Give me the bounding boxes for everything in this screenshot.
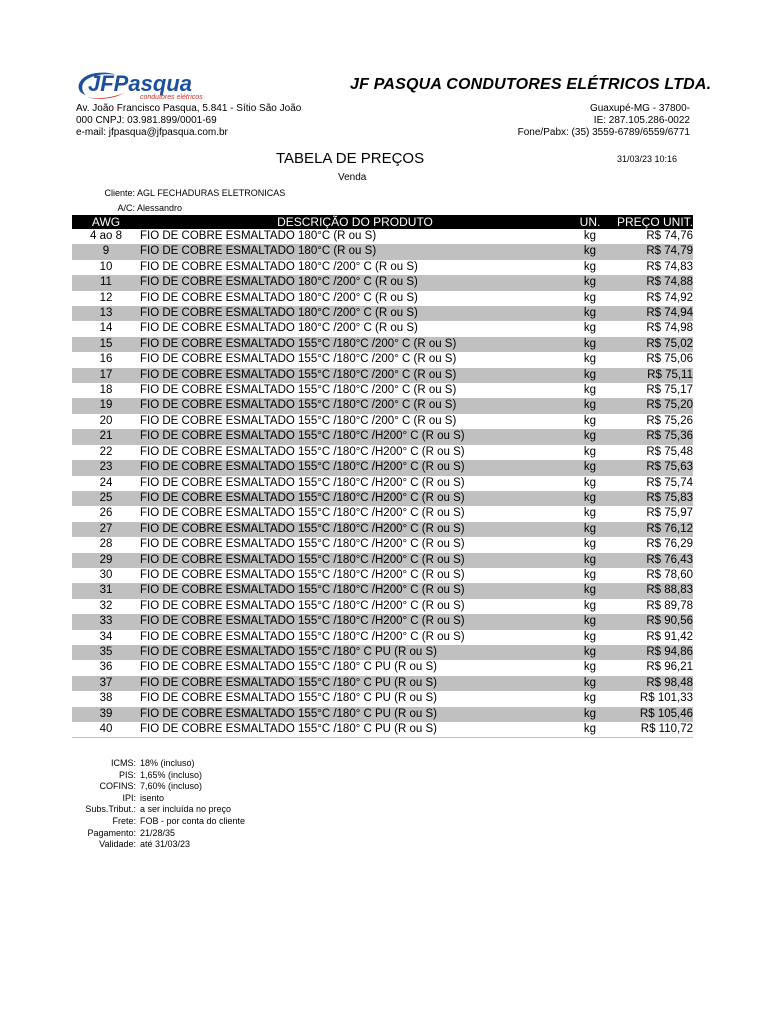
table-row xyxy=(72,352,693,367)
cell-awg: 32 xyxy=(99,599,113,612)
cell-awg: 22 xyxy=(99,445,113,458)
table-row xyxy=(72,229,693,244)
terms-label: Frete: xyxy=(112,815,136,826)
company-address-left xyxy=(76,103,301,139)
terms-row xyxy=(60,781,245,793)
table-row xyxy=(72,414,693,429)
company-name: JF PASQUA CONDUTORES ELÉTRICOS LTDA. xyxy=(350,76,712,93)
cell-unit: kg xyxy=(583,384,597,397)
logo-wordmark: JFPasqua xyxy=(88,71,192,96)
table-row xyxy=(72,553,693,568)
cell-price: R$ 75,97 xyxy=(646,507,693,520)
terms-row xyxy=(60,828,245,840)
cell-unit: kg xyxy=(570,583,610,598)
table-row xyxy=(72,599,693,614)
cell-description: FIO DE COBRE ESMALTADO 180°C /200° C (R ou S) xyxy=(140,322,418,335)
cell-price: R$ 75,06 xyxy=(646,353,693,366)
cell-unit: kg xyxy=(570,398,610,413)
cell-description: FIO DE COBRE ESMALTADO 155°C /180°C /H200° C (R ou S) xyxy=(140,445,465,458)
terms-value: a ser incluída no preço xyxy=(140,804,232,815)
table-row xyxy=(72,491,693,506)
cell-awg: 19 xyxy=(72,398,140,413)
cell-description: FIO DE COBRE ESMALTADO 155°C /180° C PU (R ou S) xyxy=(140,645,570,660)
table-row xyxy=(72,244,693,259)
company-address-right xyxy=(518,103,690,139)
cell-awg: 33 xyxy=(72,614,140,629)
cell-price: R$ 74,98 xyxy=(646,322,693,335)
logo-tagline: condutores elétricos xyxy=(140,94,203,101)
attention-line xyxy=(77,203,182,213)
cell-price: R$ 75,83 xyxy=(610,491,693,506)
table-row xyxy=(72,537,693,552)
price-table xyxy=(72,215,693,738)
cell-price: R$ 98,48 xyxy=(610,676,693,691)
table-row xyxy=(72,476,693,491)
cell-awg: 35 xyxy=(72,645,140,660)
table-row xyxy=(72,383,693,398)
cell-price: R$ 88,83 xyxy=(610,583,693,598)
table-row xyxy=(72,429,693,444)
cell-awg: 26 xyxy=(99,507,113,520)
cell-awg: 13 xyxy=(72,306,140,321)
cell-price: R$ 74,94 xyxy=(610,306,693,321)
terms-footer xyxy=(60,758,245,851)
cell-price: R$ 74,92 xyxy=(646,291,693,304)
cell-awg: 23 xyxy=(72,460,140,475)
cell-description: FIO DE COBRE ESMALTADO 155°C /180° C PU (R ou S) xyxy=(140,661,437,674)
cell-unit: kg xyxy=(570,707,610,722)
cell-unit: kg xyxy=(583,599,597,612)
cell-description: FIO DE COBRE ESMALTADO 155°C /180°C /200° C (R ou S) xyxy=(140,414,457,427)
cell-price: R$ 91,42 xyxy=(646,630,693,643)
cell-description: FIO DE COBRE ESMALTADO 155°C /180°C /H200° C (R ou S) xyxy=(140,460,570,475)
cell-unit: kg xyxy=(570,645,610,660)
cell-awg: 21 xyxy=(72,429,140,444)
cell-price: R$ 74,76 xyxy=(646,230,693,242)
cell-price: R$ 75,11 xyxy=(610,368,693,383)
table-row xyxy=(72,568,693,583)
cell-unit: kg xyxy=(570,244,610,259)
company-logo xyxy=(72,68,237,102)
cell-unit: kg xyxy=(570,460,610,475)
terms-row xyxy=(60,758,245,770)
cell-description: FIO DE COBRE ESMALTADO 155°C /180° C PU (R ou S) xyxy=(140,676,570,691)
table-row xyxy=(72,645,693,660)
table-row xyxy=(72,630,693,645)
table-row xyxy=(72,614,693,629)
cell-price: R$ 75,20 xyxy=(610,398,693,413)
terms-value: FOB - por conta do cliente xyxy=(140,815,246,826)
column-header-unit: UN. xyxy=(570,215,610,229)
document-title: TABELA DE PREÇOS xyxy=(276,150,425,167)
cell-description: FIO DE COBRE ESMALTADO 155°C /180°C /H200° C (R ou S) xyxy=(140,583,570,598)
cell-price: R$ 75,63 xyxy=(610,460,693,475)
cell-description: FIO DE COBRE ESMALTADO 155°C /180° C PU (R ou S) xyxy=(140,722,570,738)
cell-description: FIO DE COBRE ESMALTADO 155°C /180°C /H200° C (R ou S) xyxy=(140,553,570,568)
cell-awg: 40 xyxy=(72,722,140,738)
cell-unit: kg xyxy=(570,722,610,738)
cell-description: FIO DE COBRE ESMALTADO 180°C (R ou S) xyxy=(140,230,377,242)
cell-awg: 28 xyxy=(99,538,113,551)
client-line xyxy=(77,188,285,198)
cell-description: FIO DE COBRE ESMALTADO 155°C /180°C /200° C (R ou S) xyxy=(140,368,570,383)
cell-price: R$ 90,56 xyxy=(610,614,693,629)
cell-description: FIO DE COBRE ESMALTADO 155°C /180°C /H200° C (R ou S) xyxy=(140,568,465,581)
cell-price: R$ 75,48 xyxy=(646,445,693,458)
terms-value: 1,65% (incluso) xyxy=(140,769,203,780)
cell-awg: 10 xyxy=(99,260,113,273)
cell-awg: 4 ao 8 xyxy=(90,230,122,242)
cell-unit: kg xyxy=(583,445,597,458)
cell-unit: kg xyxy=(583,476,597,489)
cell-awg: 37 xyxy=(72,676,140,691)
cell-price: R$ 75,26 xyxy=(646,414,693,427)
column-header-price: PREÇO UNIT. xyxy=(610,215,693,229)
table-row xyxy=(72,306,693,321)
table-row xyxy=(72,506,693,521)
terms-label: Validade: xyxy=(99,839,136,850)
cell-unit: kg xyxy=(570,553,610,568)
cell-price: R$ 75,36 xyxy=(610,429,693,444)
cell-description: FIO DE COBRE ESMALTADO 155°C /180°C /200° C (R ou S) xyxy=(140,337,570,352)
table-row xyxy=(72,583,693,598)
cell-description: FIO DE COBRE ESMALTADO 155°C /180° C PU (R ou S) xyxy=(140,692,437,705)
attention-value: Alessandro xyxy=(137,203,183,213)
cell-awg: 30 xyxy=(99,568,113,581)
cell-unit: kg xyxy=(583,414,597,427)
table-row xyxy=(72,691,693,706)
cell-unit: kg xyxy=(583,568,597,581)
phone-line: Fone/Pabx: (35) 3559-6789/6559/6771 xyxy=(517,127,690,138)
terms-value: 7,60% (incluso) xyxy=(140,781,203,792)
cell-awg: 27 xyxy=(72,522,140,537)
table-row xyxy=(72,522,693,537)
ie-line: IE: 287.105.286-0022 xyxy=(593,115,690,126)
cell-description: FIO DE COBRE ESMALTADO 180°C /200° C (R ou S) xyxy=(140,291,418,304)
attention-label: A/C: xyxy=(117,203,135,213)
cell-awg: 12 xyxy=(99,291,113,304)
cell-unit: kg xyxy=(570,614,610,629)
table-row xyxy=(72,707,693,722)
cell-unit: kg xyxy=(583,291,597,304)
cell-price: R$ 110,72 xyxy=(610,722,693,738)
cell-unit: kg xyxy=(570,368,610,383)
cell-description: FIO DE COBRE ESMALTADO 155°C /180° C PU (R ou S) xyxy=(140,707,570,722)
cell-awg: 11 xyxy=(72,275,140,290)
terms-value: isento xyxy=(140,792,165,803)
table-row xyxy=(72,660,693,675)
client-label: Cliente: xyxy=(104,188,135,198)
cell-unit: kg xyxy=(583,353,597,366)
cell-awg: 9 xyxy=(72,244,140,259)
terms-row xyxy=(60,804,245,816)
cell-unit: kg xyxy=(570,522,610,537)
table-row xyxy=(72,337,693,352)
terms-label: ICMS: xyxy=(110,758,136,768)
cell-description: FIO DE COBRE ESMALTADO 155°C /180°C /H200° C (R ou S) xyxy=(140,507,465,520)
table-row xyxy=(72,275,693,290)
table-header-row xyxy=(72,215,693,229)
table-row xyxy=(72,398,693,413)
cell-unit: kg xyxy=(570,676,610,691)
cell-unit: kg xyxy=(583,322,597,335)
table-row xyxy=(72,722,693,738)
cell-description: FIO DE COBRE ESMALTADO 155°C /180°C /200° C (R ou S) xyxy=(140,398,570,413)
cell-description: FIO DE COBRE ESMALTADO 155°C /180°C /200° C (R ou S) xyxy=(140,353,457,366)
cell-price: R$ 74,83 xyxy=(646,260,693,273)
terms-value: 21/28/35 xyxy=(140,827,176,838)
table-row xyxy=(72,368,693,383)
column-header-awg: AWG xyxy=(72,215,140,229)
terms-label: Pagamento: xyxy=(87,827,136,838)
terms-row xyxy=(60,793,245,805)
table-row xyxy=(72,321,693,336)
cell-unit: kg xyxy=(583,260,597,273)
cell-description: FIO DE COBRE ESMALTADO 155°C /180°C /H200° C (R ou S) xyxy=(140,599,465,612)
cell-price: R$ 74,79 xyxy=(610,244,693,259)
cell-awg: 18 xyxy=(99,384,113,397)
table-row xyxy=(72,291,693,306)
cnpj-line: 000 CNPJ: 03.981.899/0001-69 xyxy=(76,115,217,126)
terms-label: IPI: xyxy=(122,792,136,803)
cell-description: FIO DE COBRE ESMALTADO 155°C /180°C /H200° C (R ou S) xyxy=(140,630,465,643)
cell-price: R$ 78,60 xyxy=(646,568,693,581)
cell-awg: 25 xyxy=(72,491,140,506)
column-header-description: DESCRIÇÃO DO PRODUTO xyxy=(140,215,570,229)
cell-awg: 38 xyxy=(99,692,113,705)
cell-price: R$ 96,21 xyxy=(646,661,693,674)
cell-price: R$ 74,88 xyxy=(610,275,693,290)
cell-description: FIO DE COBRE ESMALTADO 155°C /180°C /H200° C (R ou S) xyxy=(140,429,570,444)
terms-label: COFINS: xyxy=(99,781,136,792)
terms-row xyxy=(60,839,245,851)
cell-unit: kg xyxy=(583,230,597,242)
cell-price: R$ 76,29 xyxy=(646,538,693,551)
cell-price: R$ 75,02 xyxy=(610,337,693,352)
cell-unit: kg xyxy=(583,507,597,520)
terms-value: 18% (incluso) xyxy=(140,758,195,768)
cell-awg: 34 xyxy=(99,630,113,643)
cell-price: R$ 75,17 xyxy=(646,384,693,397)
cell-description: FIO DE COBRE ESMALTADO 155°C /180°C /H200° C (R ou S) xyxy=(140,614,570,629)
cell-price: R$ 105,46 xyxy=(610,707,693,722)
cell-price: R$ 101,33 xyxy=(639,692,693,705)
terms-label: Subs.Tribut.: xyxy=(85,804,136,815)
cell-description: FIO DE COBRE ESMALTADO 180°C (R ou S) xyxy=(140,244,570,259)
cell-description: FIO DE COBRE ESMALTADO 180°C /200° C (R ou S) xyxy=(140,306,570,321)
cell-awg: 39 xyxy=(72,707,140,722)
cell-description: FIO DE COBRE ESMALTADO 180°C /200° C (R ou S) xyxy=(140,275,570,290)
terms-label: PIS: xyxy=(118,769,136,780)
cell-awg: 14 xyxy=(99,322,113,335)
cell-unit: kg xyxy=(583,661,597,674)
document-datetime: 31/03/23 10:16 xyxy=(617,154,678,164)
client-value: AGL FECHADURAS ELETRONICAS xyxy=(137,188,286,198)
cell-unit: kg xyxy=(570,491,610,506)
cell-unit: kg xyxy=(570,429,610,444)
cell-description: FIO DE COBRE ESMALTADO 180°C /200° C (R ou S) xyxy=(140,260,418,273)
cell-price: R$ 76,12 xyxy=(610,522,693,537)
address-line: Av. João Francisco Pasqua, 5.841 - Sítio São João xyxy=(76,103,302,114)
cell-awg: 36 xyxy=(99,661,113,674)
cell-awg: 16 xyxy=(99,353,113,366)
cell-description: FIO DE COBRE ESMALTADO 155°C /180°C /H200° C (R ou S) xyxy=(140,491,570,506)
cell-awg: 17 xyxy=(72,368,140,383)
cell-awg: 31 xyxy=(72,583,140,598)
cell-unit: kg xyxy=(583,630,597,643)
cell-description: FIO DE COBRE ESMALTADO 155°C /180°C /H200° C (R ou S) xyxy=(140,538,465,551)
terms-row xyxy=(60,816,245,828)
cell-unit: kg xyxy=(570,306,610,321)
city-line: Guaxupé-MG - 37800- xyxy=(589,103,690,114)
cell-unit: kg xyxy=(570,337,610,352)
table-row xyxy=(72,260,693,275)
document-subtitle: Venda xyxy=(338,172,367,183)
cell-unit: kg xyxy=(570,275,610,290)
cell-price: R$ 89,78 xyxy=(646,599,693,612)
table-row xyxy=(72,460,693,475)
cell-awg: 20 xyxy=(99,414,113,427)
email-line: e-mail: jfpasqua@jfpasqua.com.br xyxy=(76,127,228,138)
cell-price: R$ 76,43 xyxy=(610,553,693,568)
cell-unit: kg xyxy=(583,692,597,705)
table-row xyxy=(72,676,693,691)
cell-awg: 29 xyxy=(72,553,140,568)
cell-description: FIO DE COBRE ESMALTADO 155°C /180°C /H200° C (R ou S) xyxy=(140,522,570,537)
cell-price: R$ 75,74 xyxy=(646,476,693,489)
cell-unit: kg xyxy=(583,538,597,551)
terms-value: até 31/03/23 xyxy=(140,839,191,850)
cell-price: R$ 94,86 xyxy=(610,645,693,660)
table-row xyxy=(72,445,693,460)
terms-row xyxy=(60,770,245,782)
cell-description: FIO DE COBRE ESMALTADO 155°C /180°C /H200° C (R ou S) xyxy=(140,476,465,489)
cell-awg: 15 xyxy=(72,337,140,352)
cell-description: FIO DE COBRE ESMALTADO 155°C /180°C /200° C (R ou S) xyxy=(140,384,457,397)
cell-awg: 24 xyxy=(99,476,113,489)
